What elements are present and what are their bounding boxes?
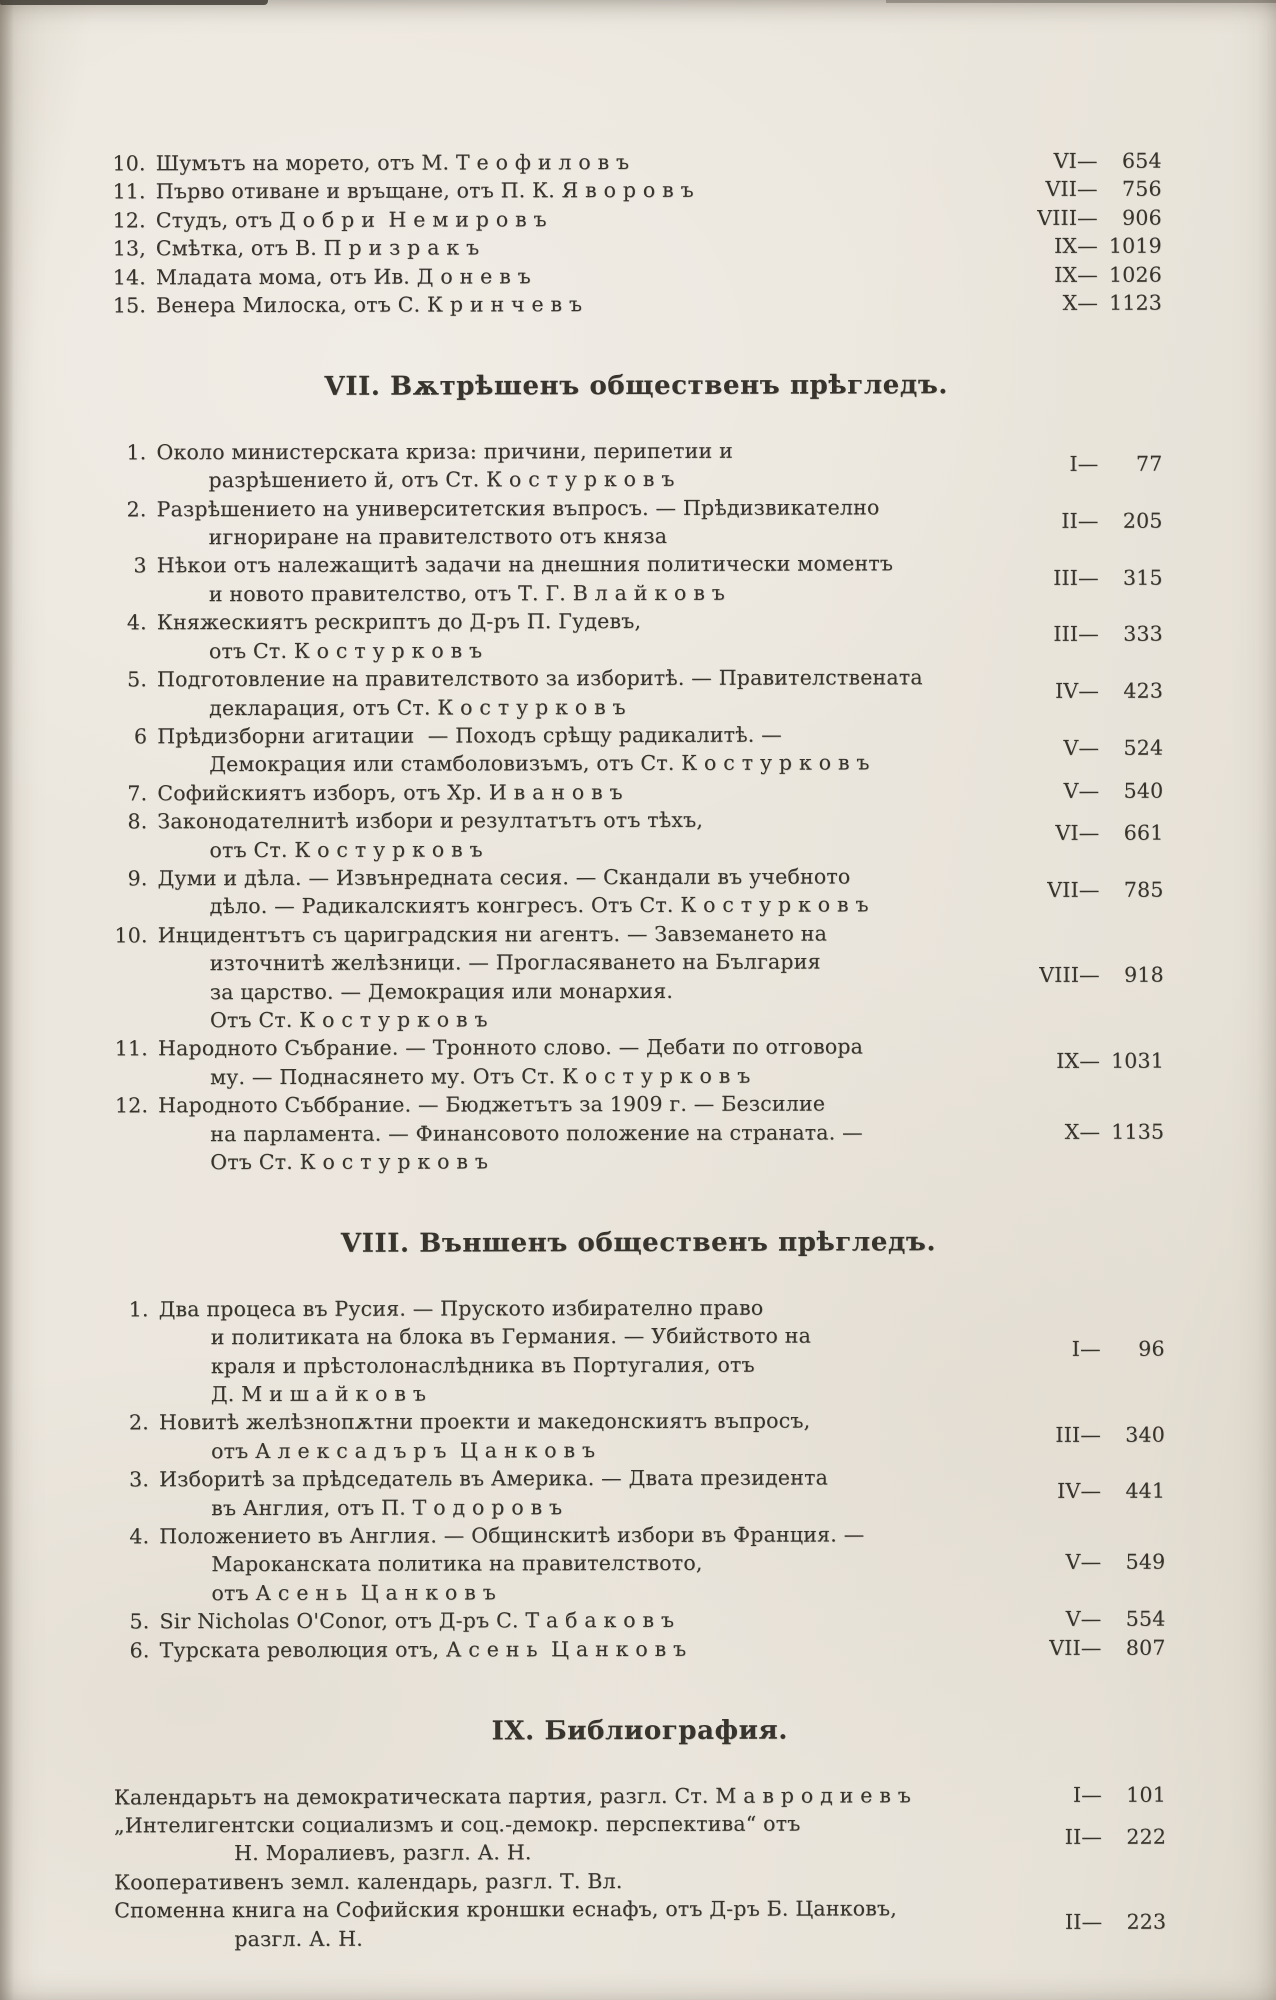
ref-page: 540 xyxy=(1123,778,1164,803)
ref-page: 1135 xyxy=(1111,1119,1165,1144)
ref-page: 96 xyxy=(1138,1337,1165,1362)
entry-title: Споменна книга на Софийския кроншки еснафъ, отъ Д-ръ Б. Цанковъ, разгл. А. Н. xyxy=(114,1896,897,1951)
ref-page: 756 xyxy=(1121,177,1162,202)
entry-ref xyxy=(1038,1823,1166,1852)
toc-entry xyxy=(110,435,1162,495)
ref-volume: VII— xyxy=(1049,1635,1102,1660)
toc-entry xyxy=(111,549,1163,609)
entry-number: 12. xyxy=(114,1093,149,1118)
ref-volume: V— xyxy=(1063,778,1100,803)
ref-page: 101 xyxy=(1126,1782,1166,1807)
entry-number: 11. xyxy=(112,179,146,204)
entry-ref xyxy=(1037,1548,1165,1577)
entry-ref xyxy=(1035,819,1163,848)
toc-entry xyxy=(114,1809,1166,1869)
entry-ref xyxy=(1036,1046,1164,1075)
ref-page: 524 xyxy=(1123,735,1164,760)
ref-volume: IV— xyxy=(1057,1479,1102,1504)
ref-volume: X— xyxy=(1064,1119,1101,1144)
entry-title: Подготовление на правителството за изборитѣ. — Правителствената декларация, отъ Ст. К о с т у р к о в ъ xyxy=(156,665,923,720)
entry-ref xyxy=(1034,147,1162,176)
ref-page: 1123 xyxy=(1109,290,1163,315)
ref-page: 654 xyxy=(1121,148,1162,173)
entry-number: 15. xyxy=(112,293,147,318)
entry-ref xyxy=(1035,677,1163,706)
entry-number: 3. xyxy=(129,1467,150,1492)
entry-number: 11. xyxy=(114,1036,149,1061)
toc-entry xyxy=(114,1894,1166,1954)
ref-page: 222 xyxy=(1126,1824,1167,1849)
toc-entry xyxy=(112,1032,1164,1092)
ref-volume: III— xyxy=(1055,1422,1102,1447)
entry-ref xyxy=(1037,1420,1165,1449)
toc-entry xyxy=(111,805,1163,865)
scan-gutter-shadow xyxy=(0,0,14,2000)
entry-title: Нѣкои отъ належащитѣ задачи на днешния политически моментъ и новото правителство, отъ Т. Г. В л а й к о в ъ xyxy=(156,551,894,606)
entry-number: 5. xyxy=(127,667,148,692)
ref-volume: IX— xyxy=(1054,262,1099,287)
entry-title: Венера Милоска, отъ С. К р и н ч е в ъ xyxy=(156,292,583,318)
entry-title: Около министерската криза: причини, перипетии и разрѣшението й, отъ Ст. К о с т у р к о в ъ xyxy=(156,438,733,493)
ref-page: 807 xyxy=(1125,1635,1166,1660)
entry-title: Княжескиятъ рескриптъ до Д-ръ П. Гудевъ, отъ Ст. К о с т у р к о в ъ xyxy=(156,609,642,663)
ref-page: 315 xyxy=(1122,565,1163,590)
ref-page: 661 xyxy=(1123,820,1164,846)
entry-ref xyxy=(1034,289,1162,318)
toc-entry xyxy=(110,175,1162,206)
toc-entry xyxy=(114,1633,1166,1664)
ref-page: 549 xyxy=(1125,1550,1166,1575)
toc-entry xyxy=(113,1520,1165,1608)
ref-volume: VI— xyxy=(1055,821,1100,846)
toc-entry xyxy=(114,1865,1166,1896)
entry-title: Sir Nicholas O'Conor, отъ Д-ръ С. Т а б а к о в ъ xyxy=(159,1608,675,1634)
ref-page: 423 xyxy=(1123,678,1164,704)
toc-entry xyxy=(111,663,1163,723)
toc-sections xyxy=(110,147,1167,1954)
entry-title: Разрѣшението на университетския въпросъ. — Прѣдизвикателно игнориране на правителството отъ княза xyxy=(156,495,880,550)
entry-ref xyxy=(1035,563,1163,592)
ref-page: 77 xyxy=(1135,451,1163,476)
entry-number: 7. xyxy=(127,781,148,806)
toc-section xyxy=(112,1228,1165,1664)
ref-volume: IX— xyxy=(1054,234,1098,259)
ref-page: 340 xyxy=(1125,1422,1166,1447)
ref-volume: IX— xyxy=(1056,1048,1101,1073)
entry-number: 13, xyxy=(112,236,146,261)
ref-page: 223 xyxy=(1126,1909,1167,1935)
entry-title: Шумътъ на морето, отъ М. Т е о ф и л о в ъ xyxy=(155,150,630,176)
ref-page: 1031 xyxy=(1111,1048,1165,1073)
entry-ref xyxy=(1034,232,1162,261)
entry-number: 10. xyxy=(112,151,146,176)
section-items xyxy=(114,1780,1166,1953)
entry-ref xyxy=(1034,175,1162,204)
table-of-contents xyxy=(110,147,1167,1954)
toc-section xyxy=(110,371,1164,1177)
ref-page: 1019 xyxy=(1108,233,1162,258)
entry-ref xyxy=(1037,1605,1165,1634)
entry-ref xyxy=(1038,1908,1166,1937)
entry-title: Законодателнитѣ избори и резултатътъ отъ тѣхъ, отъ Ст. К о с т у р к о в ъ xyxy=(157,807,704,862)
entry-title: Новитѣ желѣзнопѫтни проекти и македонскиятъ въпросъ, отъ А л е к с а д ъ р ъ Ц а н к о в ъ xyxy=(158,1408,811,1463)
entry-number: 6 xyxy=(133,724,148,749)
ref-volume: I— xyxy=(1071,1337,1101,1362)
entry-title: Първо отиване и връщане, отъ П. К. Я в о р о в ъ xyxy=(155,178,694,204)
entry-ref xyxy=(1035,620,1163,649)
section-items xyxy=(110,147,1162,320)
ref-volume: VII— xyxy=(1045,177,1098,202)
toc-entry xyxy=(110,203,1162,234)
entry-title: Софийскиятъ изборъ, отъ Хр. И в а н о в ъ xyxy=(157,779,623,805)
toc-entry xyxy=(110,260,1162,291)
ref-volume: VI— xyxy=(1053,148,1098,173)
ref-page: 906 xyxy=(1122,205,1162,230)
entry-ref xyxy=(1037,1335,1165,1364)
ref-volume: VIII— xyxy=(1037,205,1098,230)
entry-title: Студъ, отъ Д о б р и Н е м и р о в ъ xyxy=(155,207,547,233)
entry-ref xyxy=(1034,450,1162,479)
toc-entry xyxy=(112,862,1164,922)
entry-number: 6. xyxy=(129,1637,150,1663)
entry-ref xyxy=(1037,1477,1165,1506)
toc-section xyxy=(110,147,1162,320)
entry-title: Народното Събрание. — Тронното слово. — Дебати по отговора му. — Поднасянето му. Отъ Ст. К о с т у р к о в ъ xyxy=(157,1034,864,1089)
entry-number: 2. xyxy=(128,1410,150,1435)
ref-page: 441 xyxy=(1125,1479,1166,1504)
entry-title: Народното Съббрание. — Бюджетътъ за 1909 г. — Безсилие на парламента. — Финансовото положение на страната. — Отъ Ст. К о с т у р к о в ъ xyxy=(158,1091,863,1175)
ref-volume: X— xyxy=(1062,290,1099,315)
toc-entry xyxy=(112,918,1164,1034)
ref-page: 785 xyxy=(1123,877,1164,902)
entry-title: Изборитѣ за прѣдседатель въ Америка. — Двата президента въ Англия, отъ П. Т о д о р о в ъ xyxy=(159,1465,829,1520)
entry-ref xyxy=(1036,876,1164,905)
ref-page: 554 xyxy=(1125,1606,1166,1632)
entry-title: Положението въ Англия. — Общинскитѣ избори въ Франция. — Мароканската политика на правителството, отъ А с е н ь Ц а н к о в ъ xyxy=(159,1522,865,1605)
ref-volume: IV— xyxy=(1055,679,1100,704)
entry-ref xyxy=(1035,776,1163,805)
toc-entry xyxy=(110,289,1162,320)
entry-number: 9. xyxy=(127,866,148,891)
ref-page: 918 xyxy=(1124,962,1164,988)
toc-entry xyxy=(114,1780,1166,1811)
ref-volume: VII— xyxy=(1047,877,1100,903)
entry-ref xyxy=(1035,734,1163,763)
ref-volume: VIII— xyxy=(1039,963,1100,988)
toc-entry xyxy=(111,606,1163,666)
section-items xyxy=(113,1292,1166,1664)
entry-title: Календарьтъ на демократическата партия, разгл. Ст. М а в р о д и е в ъ xyxy=(113,1782,912,1809)
entry-title: Кооперативенъ земл. календарь, разгл. Т. Вл. xyxy=(114,1868,623,1895)
entry-number: 14. xyxy=(112,264,147,289)
toc-entry xyxy=(112,1089,1164,1177)
toc-entry xyxy=(113,1605,1165,1636)
entry-title: Смѣтка, отъ В. П р и з р а к ъ xyxy=(155,235,480,261)
ref-volume: I— xyxy=(1072,1782,1102,1807)
entry-ref xyxy=(1038,1780,1166,1809)
toc-entry xyxy=(111,720,1163,780)
toc-section xyxy=(114,1716,1167,1954)
scan-edge-artifact-top-right xyxy=(886,0,1276,3)
toc-entry xyxy=(113,1406,1165,1466)
entry-number: 1. xyxy=(128,1297,149,1322)
entry-number: 4. xyxy=(129,1524,150,1549)
toc-entry xyxy=(111,492,1163,552)
entry-number: 4. xyxy=(126,610,147,635)
ref-volume: V— xyxy=(1063,735,1100,760)
entry-title: Младата мома, отъ Ив. Д о н е в ъ xyxy=(155,263,531,289)
entry-number: 5. xyxy=(129,1609,150,1634)
entry-title: Думи и дѣла. — Извънредната сесия. — Скандали въ учебното дѣло. — Радикалскиятъ конгресъ. Отъ Ст. К о с т у р к о в ъ xyxy=(157,864,869,919)
ref-page: 1026 xyxy=(1108,262,1163,287)
entry-number: 10. xyxy=(114,923,148,948)
section-heading: VII. Вѫтрѣшенъ общественъ прѣгледъ. xyxy=(324,370,949,403)
ref-volume: II— xyxy=(1064,1910,1103,1935)
toc-entry xyxy=(110,147,1162,178)
section-heading: VIII. Външенъ общественъ прѣгледъ. xyxy=(340,1227,937,1260)
entry-ref xyxy=(1034,203,1162,232)
entry-ref xyxy=(1036,1117,1164,1146)
entry-ref xyxy=(1034,260,1162,289)
entry-ref xyxy=(1035,506,1163,535)
entry-ref xyxy=(1036,961,1164,990)
entry-title: Инцидентътъ съ цариградския ни агентъ. — Завземането на източнитѣ желѣзници. — Прогласяването на България за царство. — Демокрация или монархия. Отъ Ст. К о с т у р к о в ъ xyxy=(157,921,828,1033)
entry-ref xyxy=(1038,1633,1166,1662)
entry-number: 3 xyxy=(133,553,147,578)
entry-title: Два процеса въ Русия. — Пруското избирателно право и политиката на блока въ Германия. — Убийството на краля и прѣстолонаслѣдника въ Португалия, отъ Д. М и ш а й к о в ъ xyxy=(158,1295,812,1407)
entry-number: 12. xyxy=(112,208,146,233)
entry-number: 1. xyxy=(126,440,147,465)
toc-entry xyxy=(111,776,1163,807)
scan-edge-artifact-top-left xyxy=(0,0,268,5)
section-items xyxy=(110,435,1164,1176)
entry-number: 8. xyxy=(127,809,148,834)
entry-number: 2. xyxy=(126,496,147,521)
toc-entry xyxy=(113,1463,1165,1523)
toc-entry xyxy=(113,1292,1165,1408)
ref-volume: III— xyxy=(1053,565,1099,590)
ref-volume: V— xyxy=(1065,1550,1102,1575)
ref-volume: I— xyxy=(1069,451,1099,476)
ref-volume: II— xyxy=(1061,508,1099,533)
toc-entry xyxy=(110,232,1162,263)
entry-title: Прѣдизборни агитации — Походъ срѣщу радикалитѣ. — Демокрация или стамболовизъмъ, отъ Ст. К о с т у р к о в ъ xyxy=(157,722,870,777)
section-heading: IX. Библиография. xyxy=(491,1715,789,1747)
entry-title: „Интелигентски социализмъ и соц.-демокр. перспектива“ отъ Н. Моралиевъ, разгл. А. Н. xyxy=(113,1811,801,1866)
ref-page: 205 xyxy=(1122,508,1163,533)
ref-volume: V— xyxy=(1065,1607,1102,1632)
entry-title: Турската революция отъ, А с е н ь Ц а н к о в ъ xyxy=(159,1636,687,1662)
ref-volume: III— xyxy=(1053,622,1099,647)
ref-page: 333 xyxy=(1123,622,1163,647)
ref-volume: II— xyxy=(1064,1824,1103,1849)
